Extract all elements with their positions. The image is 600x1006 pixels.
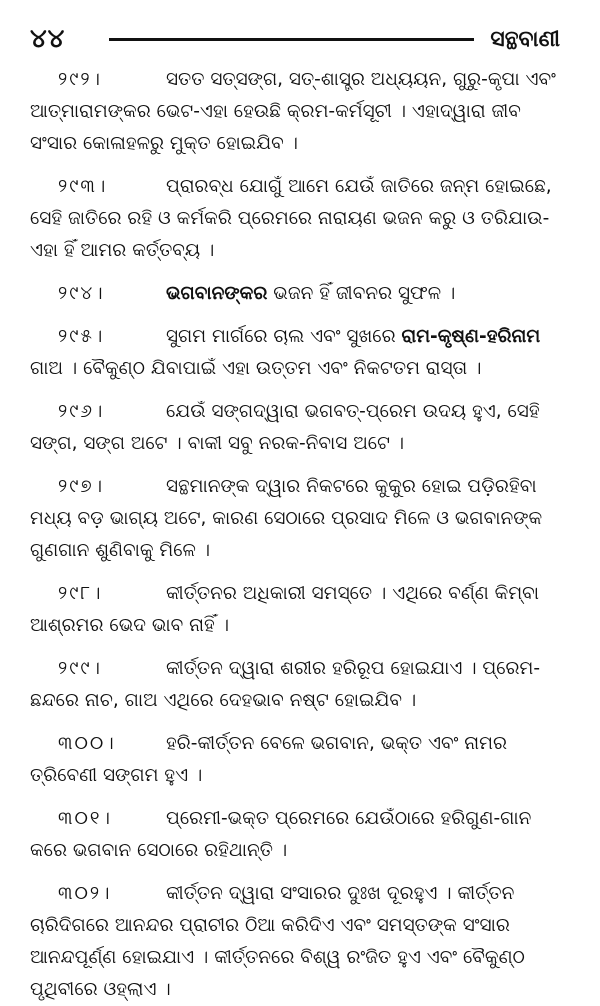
verse-text: ହରି-କୀର୍ତ୍ତନ ବେଳେ ଭଗବାନ, ଭକ୍ତ ଏବଂ ନାମର ତ୍ରିବେଣୀ ସଙ୍ଗମ ହୁଏ ।: [30, 733, 507, 786]
verse-298: [30, 578, 560, 642]
verse-text: ସତତ ସତ୍ସଙ୍ଗ, ସତ୍-ଶାସ୍ତ୍ର ଅଧ୍ୟୟନ, ଗୁରୁ-କୃପା ଏବଂ ଆତ୍ମାରାମଙ୍କର ଭେଟ-ଏହା ହେଉଛି କ୍ରମ-କର୍ମସୂଚୀ । ଏହାଦ୍ୱାରା ଜୀବ ସଂସାର କୋଳାହଳରୁ ମୁକ୍ତ ହୋଇଯିବ ।: [30, 69, 556, 154]
verse-294: [30, 278, 560, 310]
verse-text: କୀର୍ତ୍ତନର ଅଧିକାରୀ ସମସ୍ତେ । ଏଥିରେ ବର୍ଣ୍ଣ କିମ୍ବା ଆଶ୍ରମର ଭେଦ ଭାବ ନାହିଁ ।: [30, 583, 540, 636]
verse-text: କୀର୍ତ୍ତନ ଦ୍ୱାରା ଶରୀର ହରିରୂପ ହୋଇଯାଏ । ପ୍ରେମ-ଛନ୍ଦରେ ନାଚ, ଗାଅ ଏଥିରେ ଦେହଭାବ ନଷ୍ଟ ହୋଇଯିବ ।: [30, 658, 541, 711]
verse-296: [30, 396, 560, 460]
verse-number: ୨୯୯।: [58, 658, 102, 679]
verse-297: [30, 471, 560, 567]
verse-emphasis: ଭଗବାନଙ୍କର: [166, 283, 268, 304]
verse-number: ୩୦୨।: [58, 883, 112, 904]
verse-text: ଭଜନ ହିଁ ଜୀବନର ସୁଫଳ ।: [267, 283, 456, 304]
running-title: ସନ୍ଥବାଣୀ: [490, 26, 560, 52]
verse-number: ୨୯୬।: [58, 401, 105, 422]
verse-number: ୨୯୩।: [58, 176, 108, 197]
header-rule: [109, 38, 474, 41]
verse-299: [30, 653, 560, 717]
verse-number: ୨୯୪।: [58, 283, 105, 304]
verse-301: [30, 803, 560, 867]
verse-number: ୩୦୦।: [58, 733, 116, 754]
verse-list: [30, 64, 560, 1006]
verse-text: ଯେଉଁ ସଙ୍ଗଦ୍ୱାରା ଭଗବତ୍-ପ୍ରେମ ଉଦୟ ହୁଏ, ସେହି ସଙ୍ଗ, ସଙ୍ଗ ଅଟେ । ବାକୀ ସବୁ ନରକ-ନିବାସ ଅଟେ ।: [30, 401, 540, 454]
verse-text: ପ୍ରାରବ୍ଧ ଯୋଗୁଁ ଆମେ ଯେଉଁ ଜାତିରେ ଜନ୍ମ ହୋଇଛେ, ସେହି ଜାତିରେ ରହି ଓ କର୍ମକରି ପ୍ରେମରେ ନାରାୟଣ ଭଜନ କରୁ ଓ ତରିଯାଉ-ଏହା ହିଁ ଆମର କର୍ତ୍ତବ୍ୟ ।: [30, 176, 552, 261]
verse-302: [30, 878, 560, 1006]
verse-text-start: ସୁଗମ ମାର୍ଗରେ ଚାଲ ଏବଂ ସୁଖରେ: [166, 326, 402, 347]
verse-text: କୀର୍ତ୍ତନ ଦ୍ୱାରା ସଂସାରର ଦୁଃଖ ଦୂରହୁଏ । କୀର୍ତ୍ତନ ଚାରିଦିଗରେ ଆନନ୍ଦର ପ୍ରାଚୀର ଠିଆ କରିଦିଏ ଏବଂ ସମସ୍ତଙ୍କ ସଂସାର ଆନନ୍ଦପୂର୍ଣ୍ଣ ହୋଇଯାଏ । କୀର୍ତ୍ତନରେ ବିଶ୍ୱ ରଂଜିତ ହୁଏ ଏବଂ ବୈକୁଣ୍ଠ ପୃଥିବୀରେ ଓହ୍ଲାଏ ।: [30, 883, 525, 1000]
verse-number: ୨୯୫।: [58, 326, 105, 347]
verse-emphasis: ରାମ-କୃଷ୍ଣ-ହରିନାମ: [401, 326, 541, 347]
page-number: ୪୪: [30, 23, 66, 54]
verse-text: ପ୍ରେମୀ-ଭକ୍ତ ପ୍ରେମରେ ଯେଉଁଠାରେ ହରିଗୁଣ-ଗାନ କରେ ଭଗବାନ ସେଠାରେ ରହିଥାନ୍ତି ।: [30, 808, 532, 861]
verse-292: [30, 64, 560, 160]
verse-293: [30, 171, 560, 267]
verse-number: ୨୯୮।: [58, 583, 103, 604]
verse-text: ସନ୍ଥମାନଙ୍କ ଦ୍ୱାର ନିକଟରେ କୁକୁର ହୋଇ ପଡ଼ିରହିବା ମଧ୍ୟ ବଡ଼ ଭାଗ୍ୟ ଅଟେ, କାରଣ ସେଠାରେ ପ୍ରସାଦ ମିଳେ ଓ ଭଗବାନଙ୍କ ଗୁଣଗାନ ଶୁଣିବାକୁ ମିଳେ ।: [30, 476, 543, 561]
verse-300: [30, 728, 560, 792]
verse-number: ୨୯୨।: [58, 69, 102, 90]
verse-number: ୩୦୧।: [58, 808, 112, 829]
verse-number: ୨୯୭।: [58, 476, 105, 497]
verse-295: [30, 321, 560, 385]
page-header: [30, 22, 560, 56]
verse-text: ଗାଅ । ବୈକୁଣ୍ଠ ଯିବାପାଇଁ ଏହା ଉତ୍ତମ ଏବଂ ନିକଟତମ ରାସ୍ତା ।: [30, 358, 482, 379]
